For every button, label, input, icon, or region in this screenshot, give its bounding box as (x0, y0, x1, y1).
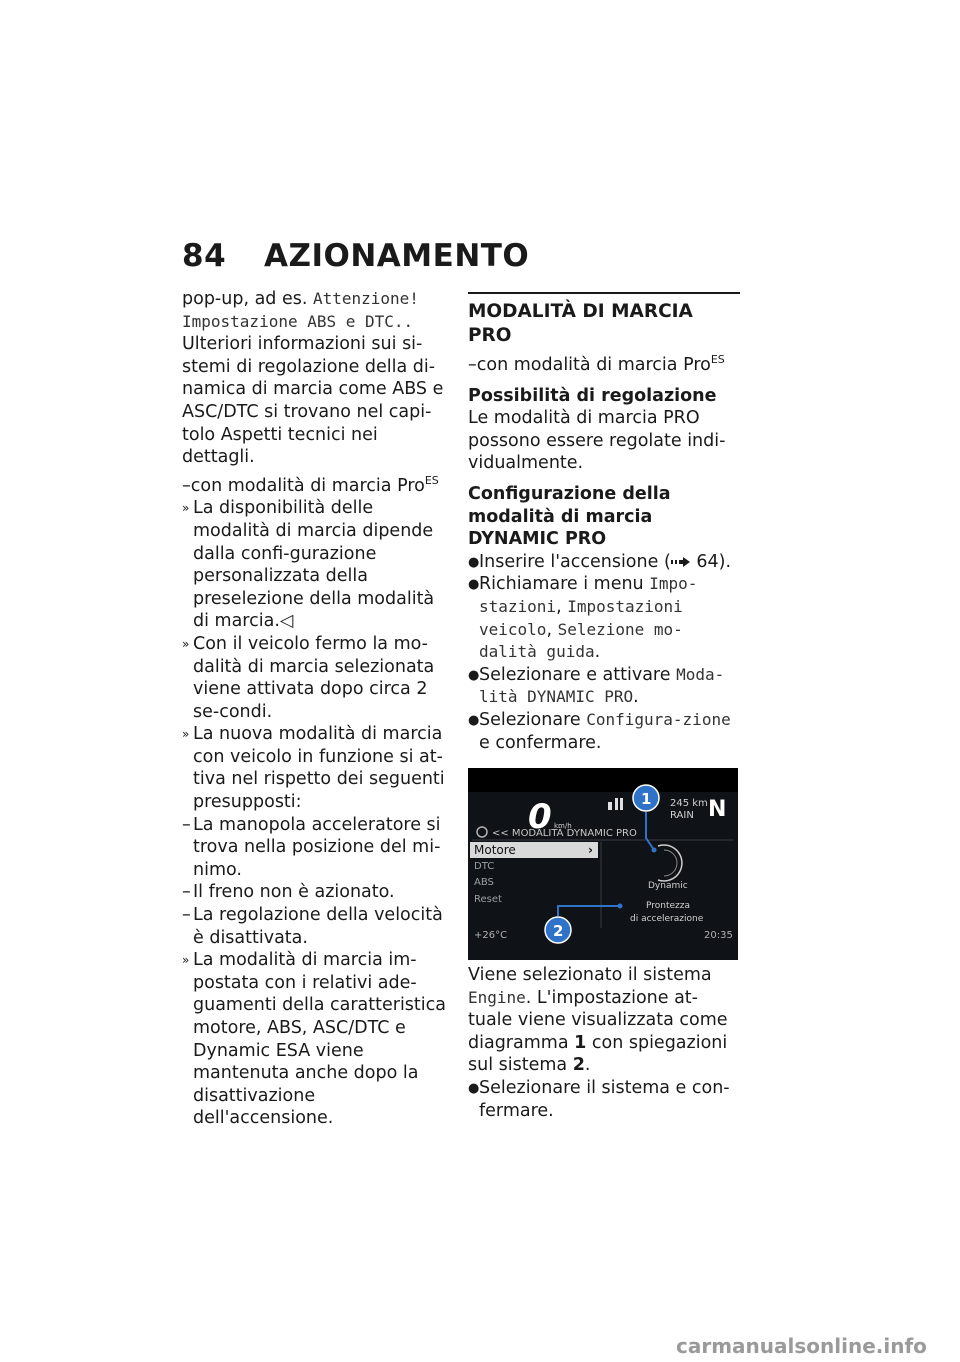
menu-impostazioni-veicolo: Impostazioni veicolo (479, 596, 683, 639)
speed-value: 0 (528, 797, 552, 838)
menu-selezione-modalita: Selezione mo-dalità guida (479, 619, 683, 662)
menu-header: << MODALITÀ DYNAMIC PRO (492, 828, 637, 840)
page-header (182, 238, 529, 274)
page-number: 84 (182, 238, 227, 274)
step-menu-text: Richiamare i menu (479, 574, 650, 595)
pro-condition-right-sup: ES (710, 353, 725, 367)
separator: , (546, 619, 558, 640)
result-marker-icon: » (182, 636, 190, 651)
step-ignition (468, 551, 740, 574)
pro-condition-text: –con modalità di marcia Pro (182, 475, 425, 496)
step-ignition-text: Inserire l'accensione ( (479, 551, 671, 572)
adjust-text: Le modalità di marcia PRO possono essere regolate indi-vidualmente. (468, 408, 726, 474)
menu-impostazioni: Impo-stazioni (479, 574, 698, 616)
left-list (182, 497, 454, 1130)
list-item (182, 881, 454, 904)
fuel-bar-icon (615, 798, 618, 810)
speed-unit: km/h (554, 822, 572, 831)
explanation-line-2: di accelerazione (630, 914, 704, 925)
callout-2-number: 2 (553, 922, 564, 941)
result-marker-icon: » (182, 953, 190, 968)
engine-label: Engine (468, 987, 526, 1007)
subheading-config: Configurazione della modalità di marcia DYNAMIC PRO (468, 483, 671, 550)
step-activate-text: Selezionare e attivare (479, 664, 677, 685)
step-activate (468, 664, 740, 709)
bullet-icon: ● (468, 667, 480, 683)
list-item (182, 949, 454, 1130)
list-item-text: La regolazione della velocità è disattivata. (193, 905, 443, 948)
list-item (182, 904, 454, 949)
clock: 20:35 (704, 930, 733, 942)
diagram-label: Dynamic (648, 881, 688, 892)
period: . (584, 1055, 591, 1076)
step-configure-text: Selezionare (479, 709, 587, 730)
menu-item-dtc: DTC (474, 861, 495, 873)
step-menu (468, 573, 740, 663)
screen-bg (468, 768, 738, 960)
list-item-text: Con il veicolo fermo la mo-dalità di marcia selezionata viene attivata dopo circa 2 se-condi. (193, 633, 435, 722)
menu-item-motore: Motore (474, 843, 516, 858)
step-ignition-ref: 64). (696, 551, 732, 572)
menu-dynamic-pro: Moda-lità DYNAMIC PRO (479, 664, 725, 707)
pro-condition (182, 475, 454, 498)
list-item (182, 497, 454, 633)
section-title: MODALITÀ DI MARCIA PRO (468, 301, 693, 346)
condition-marker: – (182, 905, 191, 926)
ref-number-1: 1 (574, 1032, 587, 1053)
ref-number-2: 2 (572, 1055, 585, 1076)
chevron-right-icon: › (588, 843, 593, 858)
separator: , (556, 596, 568, 617)
watermark: carmanualsonline.info (676, 1334, 927, 1358)
step-configure (468, 709, 740, 754)
bullet-icon: ● (468, 577, 480, 593)
condition-marker: – (182, 882, 191, 903)
period: . (633, 687, 639, 708)
result-marker-icon: » (182, 727, 190, 742)
step-select-system-text: Selezionare il sistema e con-fermare. (479, 1078, 730, 1121)
right-column (468, 288, 740, 1122)
screen-top-bar (468, 768, 738, 792)
callout-1-number: 1 (641, 790, 652, 809)
gear-indicator: N (708, 797, 727, 823)
bullet-icon: ● (468, 1081, 480, 1097)
list-item (182, 633, 454, 723)
period: . (594, 642, 601, 663)
condition-marker: – (182, 814, 191, 835)
callout-2-dot (618, 904, 623, 909)
pro-condition-sup: ES (424, 473, 439, 487)
range-value: 245 km (670, 798, 708, 810)
list-item (182, 814, 454, 882)
bullet-icon: ● (468, 712, 480, 728)
tft-display-illustration (468, 768, 738, 960)
intro-continued: Ulteriori informazioni sui si-stemi di regolazione della di-namica di marcia come ABS e ASC/DTC si trovano nel capi-tolo Aspetti tecnici nei dettagli. (182, 334, 444, 468)
popup-message: Attenzione! Impostazione ABS e DTC.. (182, 289, 419, 331)
temperature: +26°C (474, 930, 508, 942)
list-item-text: Il freno non è azionato. (193, 882, 395, 903)
step-configure-end: e confermare. (479, 732, 602, 753)
page-title: AZIONAMENTO (264, 238, 530, 274)
riding-mode: RAIN (670, 810, 694, 822)
fuel-bar-icon (620, 798, 623, 810)
menu-item-abs: ABS (474, 877, 494, 889)
after-text-2: . L'impostazione at-tuale viene visualizzata come diagramma (468, 987, 728, 1053)
list-item-text: La modalità di marcia im-postata con i relativi ade-guamenti della caratteristica motore, ABS, ASC/DTC e Dynamic ESA viene mantenuta anche dopo la disattivazione dell'accensione. (193, 950, 446, 1129)
after-text-1: Viene selezionato il sistema (468, 965, 712, 986)
list-item-text: La nuova modalità di marcia con veicolo in funzione si at-tiva nel rispetto dei seguenti presupposti: (193, 724, 445, 813)
bullet-icon: ● (468, 554, 480, 570)
subheading-adjust: Possibilità di regolazione (468, 385, 717, 406)
menu-item-reset: Reset (474, 894, 502, 906)
after-display-text (468, 964, 740, 1077)
explanation-line-1: Prontezza (646, 901, 691, 912)
section-rule (468, 292, 740, 294)
menu-configurazione: Configura-zione (586, 709, 731, 729)
pro-condition-right (468, 354, 740, 377)
callout-1-dot (652, 848, 657, 853)
list-item-text: La disponibilità delle modalità di marcia dipende dalla confi-gurazione personalizzata della preselezione della modalità di marcia.◁ (193, 498, 435, 632)
pro-condition-right-text: –con modalità di marcia Pro (468, 355, 711, 375)
intro-text: pop-up, ad es. (182, 289, 313, 309)
page-reference-icon (671, 557, 691, 567)
left-column (182, 288, 454, 1130)
result-marker-icon: » (182, 501, 190, 516)
list-item-text: La manopola acceleratore si trova nella posizione del mi-nimo. (193, 814, 441, 880)
intro-paragraph (182, 288, 454, 333)
after-text-3: con spiegazioni sul sistema (468, 1032, 728, 1076)
fuel-icon (608, 802, 612, 810)
list-item (182, 723, 454, 813)
step-select-system (468, 1077, 740, 1122)
